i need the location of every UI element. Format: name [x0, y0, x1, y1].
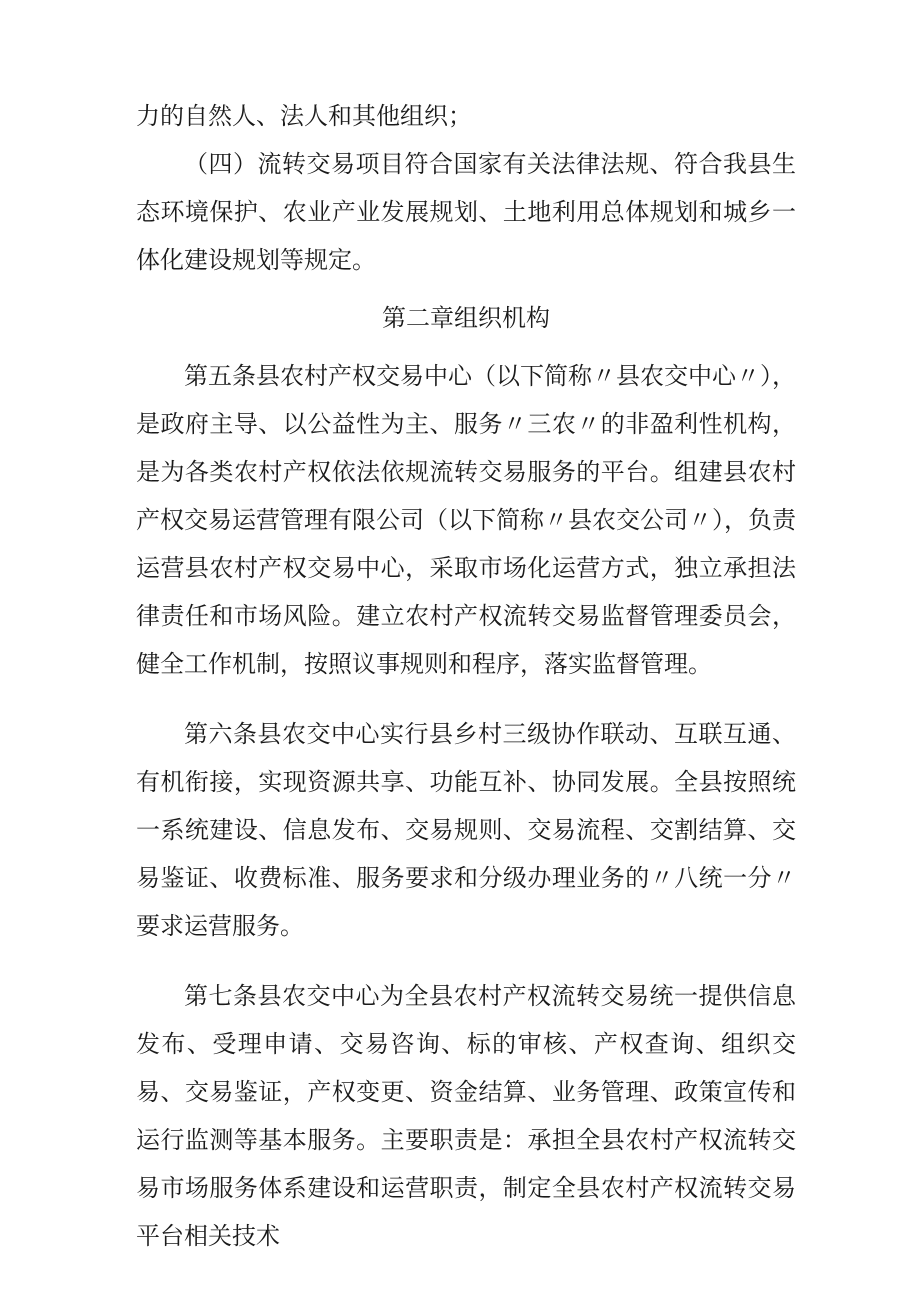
- document-body: [136, 92, 796, 1260]
- chapter-heading: 第二章组织机构: [382, 304, 550, 332]
- article-5: 第五条县农村产权交易中心（以下简称〃县农交中心〃），是政府主导、以公益性为主、服务〃三农〃的非盈利性机构，是为各类农村产权依法依规流转交易服务的平台。组建县农村产权交易运营管理有限公司（以下简称〃县农交公司〃），负责运营县农村产权交易中心，采取市场化运营方式，独立承担法律责任和市场风险。建立农村产权流转交易监督管理委员会，健全工作机制，按照议事规则和程序，落实监督管理。: [136, 362, 796, 678]
- article-6: 第六条县农交中心实行县乡村三级协作联动、互联互通、有机衔接，实现资源共享、功能互补、协同发展。全县按照统一系统建设、信息发布、交易规则、交易流程、交割结算、交易鉴证、收费标准、服务要求和分级办理业务的〃八统一分〃要求运营服务。: [136, 720, 796, 940]
- article-7: 第七条县农交中心为全县农村产权流转交易统一提供信息发布、受理申请、交易咨询、标的审核、产权查询、组织交易、交易鉴证，产权变更、资金结算、业务管理、政策宣传和运行监测等基本服务。主要职责是：承担全县农村产权流转交易市场服务体系建设和运营职责，制定全县农村产权流转交易平台相关技术: [136, 982, 796, 1250]
- paragraph-item-4: （四）流转交易项目符合国家有关法律法规、符合我县生态环境保护、农业产业发展规划、土地利用总体规划和城乡一体化建设规划等规定。: [136, 150, 796, 274]
- paragraph-continuation: 力的自然人、法人和其他组织；: [136, 102, 472, 130]
